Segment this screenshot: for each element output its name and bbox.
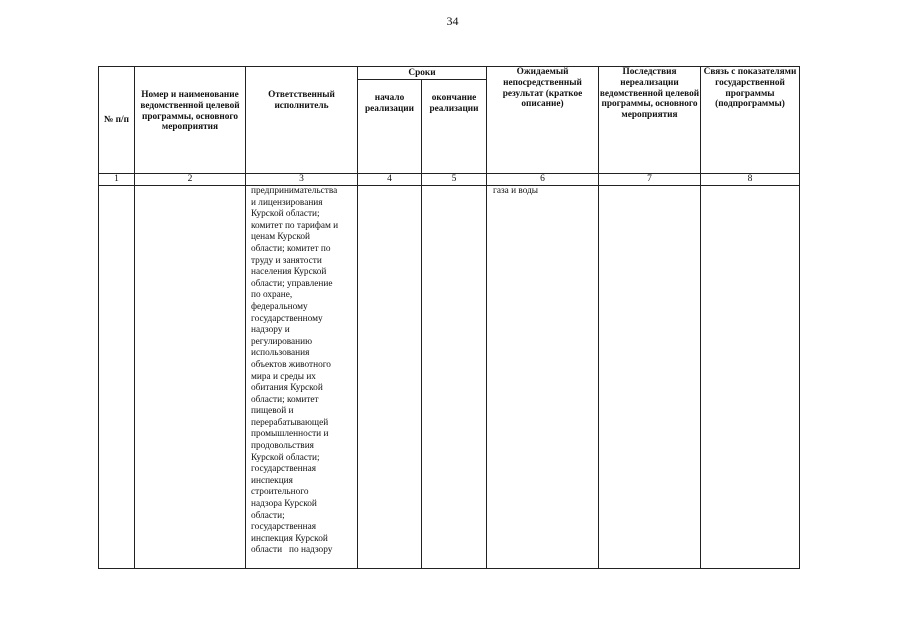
cell-program-name [135,186,246,569]
column-numbers-row [99,174,800,186]
responsible-text-line: области; комитет по [251,243,331,254]
column-number: 6 [487,174,599,186]
responsible-text-line: пищевой и [251,406,294,417]
responsible-text-line: по охране, [251,290,293,301]
cell-indicators-link [701,186,800,569]
responsible-text-line: ценам Курской [251,232,311,243]
responsible-text-line: области; управление [251,278,333,289]
responsible-text-line: государственному [251,313,323,324]
header-expected-result: Ожидаемый непосредственный результат (краткое описание) [487,67,599,174]
column-number: 5 [422,174,487,186]
header-responsible: Ответственный исполнитель [246,67,358,174]
responsible-text-line: области; комитет [251,394,319,405]
header-program-name: Номер и наименование ведомственной целевой программы, основного мероприятия [135,67,246,174]
responsible-text [246,186,357,557]
cell-number [99,186,135,569]
responsible-text-line: строительного [251,487,309,498]
column-number: 1 [99,174,135,186]
responsible-text-line: объектов животного [251,359,331,370]
header-indicators-link: Связь с показателями государственной программы (подпрограммы) [701,67,800,174]
cell-expected-result [487,186,599,569]
cell-responsible [246,186,358,569]
responsible-text-line: надзору и [251,325,290,336]
responsible-text-line: государственная [251,522,317,533]
responsible-text-line: перерабатывающей [251,417,329,428]
responsible-text-line: труду и занятости [251,255,322,266]
header-consequences: Последствия нереализации ведомственной целевой программы, основного мероприятия [599,67,701,174]
responsible-text-line: инспекция [251,475,293,486]
cell-end [422,186,487,569]
responsible-text-line: промышленности и [251,429,329,440]
responsible-text-line: инспекция Курской [251,533,328,544]
responsible-text-line: и лицензирования [251,197,323,208]
header-start: начало реализации [358,80,422,174]
responsible-text-line: предпринимательства [251,186,338,196]
responsible-text-line: области по надзору [251,545,333,556]
responsible-text-line: продовольствия [251,441,314,452]
column-number: 7 [599,174,701,186]
header-number: № п/п [99,67,135,174]
table-row [99,186,800,569]
responsible-text-line: регулированию [251,336,313,347]
responsible-text-line: государственная [251,464,317,475]
responsible-text-line: использования [251,348,310,359]
responsible-text-line: Курской области; [251,209,320,220]
responsible-text-line: мира и среды их [251,371,316,382]
expected-result-text: газа и воды [493,186,539,196]
responsible-text-line: области; [251,510,285,521]
responsible-text-line: населения Курской [251,267,327,278]
responsible-text-line: обитания Курской [251,383,323,394]
responsible-text-line: комитет по тарифам и [251,220,339,231]
program-table [98,66,800,569]
column-number: 8 [701,174,800,186]
responsible-text-line: Курской области; [251,452,320,463]
responsible-text-line: федеральному [251,301,308,312]
column-number: 3 [246,174,358,186]
page-number: 34 [446,14,459,28]
cell-consequences [599,186,701,569]
header-end: окончание реализации [422,80,487,174]
column-number: 2 [135,174,246,186]
responsible-text-line: надзора Курской [251,499,317,510]
column-number: 4 [358,174,422,186]
header-terms: Сроки [358,67,487,80]
cell-start [358,186,422,569]
